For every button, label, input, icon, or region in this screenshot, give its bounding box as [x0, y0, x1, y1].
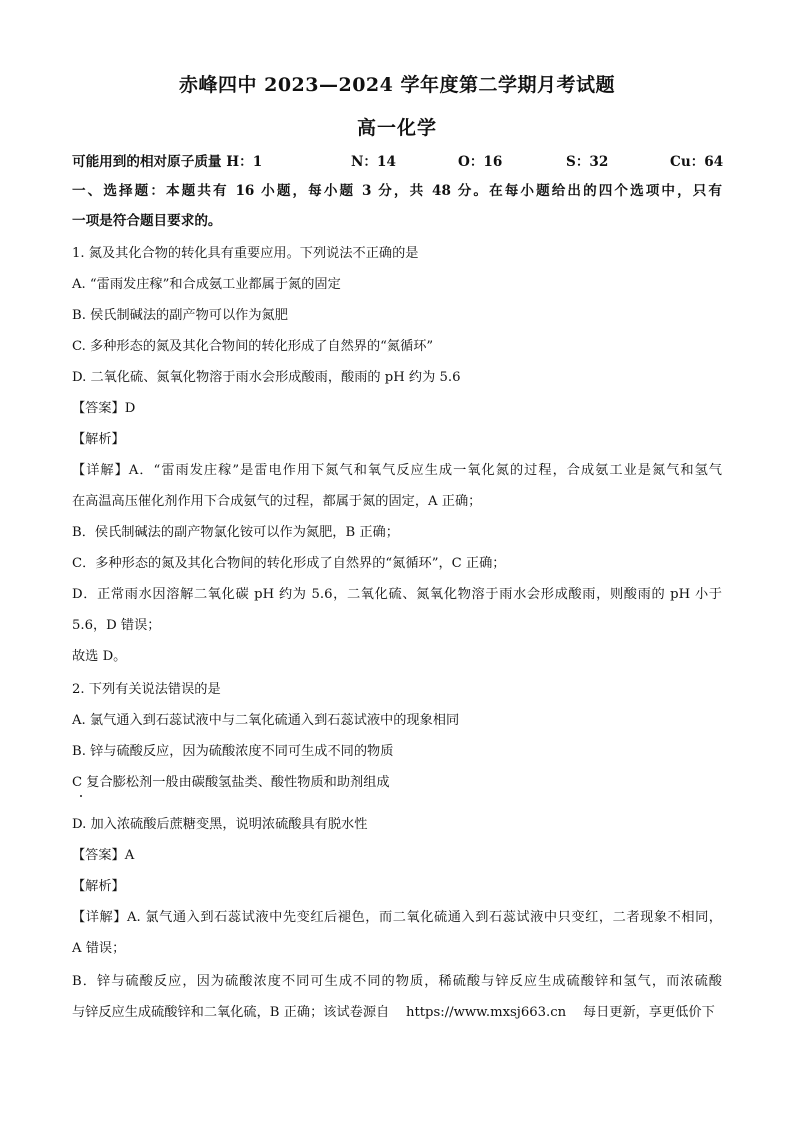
- q1-detail-line-1: 【详解】A．“雷雨发庄稼”是雷电作用下氮气和氧气反应生成一氧化氮的过程，合成氨工业是氮气和氢气: [72, 463, 722, 478]
- mass-n: N：14: [351, 154, 396, 170]
- q2-detail-line-3: B．锌与硫酸反应，因为硫酸浓度不同可生成不同的物质，稀硫酸与锌反应生成硫酸锌和氢气，而浓硫酸: [72, 974, 722, 989]
- mass-o: O：16: [458, 154, 503, 170]
- section-heading-line-2: 一项是符合题目要求的。: [72, 213, 222, 229]
- q1-answer: 【答案】D: [72, 401, 136, 416]
- mass-h: 可能用到的相对原子质量 H：1: [72, 154, 263, 170]
- q2-detail-line-2: A 错误；: [72, 941, 126, 956]
- q1-detail-line-4: C．多种形态的氮及其化合物间的转化形成了自然界的“氮循环”，C 正确；: [72, 556, 506, 571]
- q1-detail-line-6: 5.6，D 错误；: [72, 618, 161, 633]
- q2-option-d: D. 加入浓硫酸后蔗糖变黑，说明浓硫酸具有脱水性: [72, 817, 368, 832]
- q1-detail-line-5: D．正常雨水因溶解二氧化碳 pH 约为 5.6，二氧化硫、氮氧化物溶于雨水会形成酸雨，则酸雨的 pH 小于: [72, 587, 722, 602]
- section-heading-line-1: 一、选择题：本题共有 16 小题，每小题 3 分，共 48 分。在每小题给出的四个选项中，只有: [72, 183, 722, 199]
- mass-cu: Cu：64: [670, 154, 724, 170]
- q2-analysis-label: 【解析】: [72, 879, 125, 894]
- q2-detail-line-1: 【详解】A. 氯气通入到石蕊试液中先变红后褪色，而二氧化硫通入到石蕊试液中只变红，二者现象不相同，: [72, 910, 722, 925]
- q2-stem: 2. 下列有关说法错误的是: [72, 682, 221, 697]
- exam-title: 赤峰四中 2023—2024 学年度第二学期月考试题: [179, 74, 615, 96]
- q1-option-b: B. 侯氏制碱法的副产物可以作为氮肥: [72, 308, 288, 323]
- q2-detail-line-4: 与锌反应生成硫酸锌和二氧化硫，B 正确；该试卷源自 https://www.mxsj663.cn 每日更新，享更低价下: [72, 1005, 715, 1020]
- q1-detail-line-2: 在高温高压催化剂作用下合成氨气的过程，都属于氮的固定，A 正确；: [72, 494, 482, 509]
- q2-answer: 【答案】A: [72, 848, 135, 863]
- q2-option-b: B. 锌与硫酸反应，因为硫酸浓度不同可生成不同的物质: [72, 744, 394, 759]
- q1-detail-line-3: B．侯氏制碱法的副产物氯化铵可以作为氮肥，B 正确；: [72, 525, 399, 540]
- q1-option-d: D. 二氧化硫、氮氧化物溶于雨水会形成酸雨，酸雨的 pH 约为 5.6: [72, 370, 461, 385]
- stray-dot: [80, 795, 82, 797]
- q1-stem: 1. 氮及其化合物的转化具有重要应用。下列说法不正确的是: [72, 246, 419, 261]
- q2-option-c: C 复合膨松剂一般由碳酸氢盐类、酸性物质和助剂组成: [72, 775, 390, 790]
- mass-s: S：32: [566, 154, 609, 170]
- exam-subject: 高一化学: [356, 117, 437, 139]
- q2-option-a: A. 氯气通入到石蕊试液中与二氧化硫通入到石蕊试液中的现象相同: [72, 713, 460, 728]
- q1-option-c: C. 多种形态的氮及其化合物间的转化形成了自然界的“氮循环”: [72, 339, 434, 354]
- q1-option-a: A. “雷雨发庄稼”和合成氨工业都属于氮的固定: [72, 277, 341, 292]
- q1-analysis-label: 【解析】: [72, 432, 125, 447]
- q1-conclusion: 故选 D。: [72, 649, 127, 664]
